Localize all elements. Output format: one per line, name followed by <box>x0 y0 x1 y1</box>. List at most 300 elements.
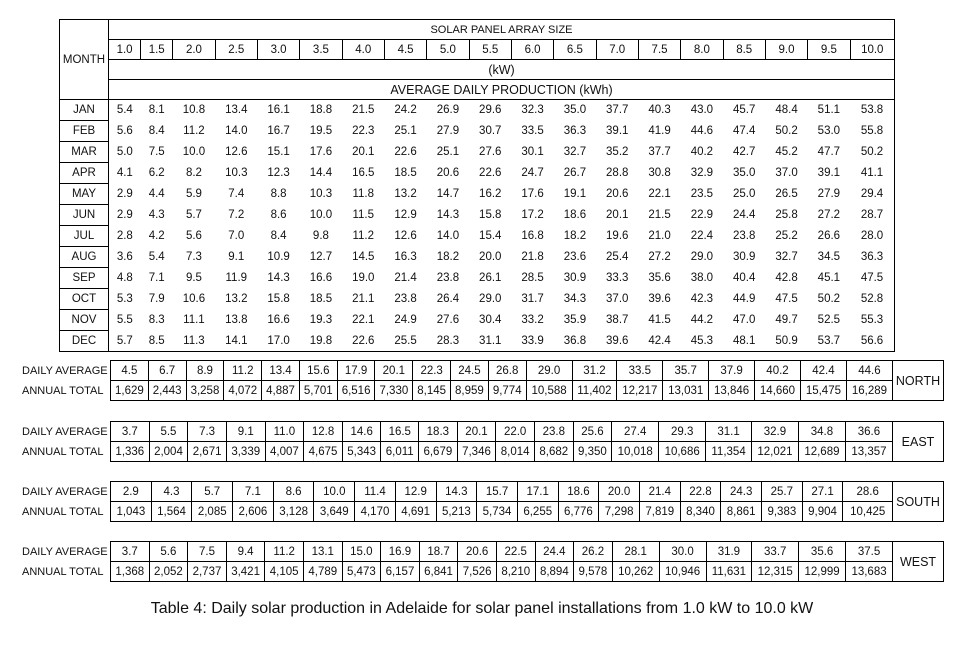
production-value: 32.3 <box>521 104 544 117</box>
production-value: 30.9 <box>563 272 587 284</box>
production-value: 25.5 <box>384 331 426 352</box>
annual-total-value: 11,354 <box>706 442 752 462</box>
production-value: 11.1 <box>183 314 205 326</box>
direction-label: NORTH <box>893 361 944 401</box>
production-value: 50.2 <box>850 142 894 163</box>
annual-total-value: 5,343 <box>342 442 381 462</box>
annual-total-value: 3,421 <box>226 562 265 582</box>
size-header: 3.5 <box>300 40 342 60</box>
daily-average-value: 34.8 <box>798 422 845 442</box>
production-value: 34.5 <box>817 251 841 263</box>
production-value: 4.3 <box>148 209 165 221</box>
production-value: 19.6 <box>606 230 629 242</box>
daily-average-value: 16.9 <box>381 542 420 562</box>
month-label: MAR <box>60 142 109 163</box>
production-value: 55.3 <box>850 310 894 331</box>
annual-total-value: 2,737 <box>188 562 227 582</box>
table-row <box>60 163 895 184</box>
production-value: 13.2 <box>225 293 248 305</box>
production-value: 5.5 <box>116 314 133 326</box>
annual-total-value: 3,128 <box>273 502 314 522</box>
daily-average-value: 31.9 <box>706 542 752 562</box>
daily-average-value: 35.7 <box>663 361 709 381</box>
production-value: 32.7 <box>775 251 798 263</box>
annual-total-value: 7,819 <box>639 502 680 522</box>
production-value: 8.5 <box>141 331 173 352</box>
annual-total-value: 7,330 <box>375 381 413 401</box>
production-value: 43.0 <box>690 104 714 117</box>
annual-total-value: 9,578 <box>574 562 613 582</box>
production-value: 22.1 <box>648 188 671 200</box>
annual-total-value: 8,340 <box>680 502 721 522</box>
table-row <box>60 289 895 310</box>
annual-total-label: ANNUAL TOTAL <box>22 384 104 397</box>
annual-total-value: 1,336 <box>111 442 150 462</box>
daily-average-value: 3.7 <box>111 422 150 442</box>
daily-average-value: 20.1 <box>375 361 413 381</box>
daily-average-label: DAILY AVERAGE <box>22 545 108 558</box>
production-value: 47.7 <box>817 146 841 158</box>
annual-total-row <box>18 381 944 401</box>
production-value: 22.6 <box>394 146 417 158</box>
production-value: 29.0 <box>479 293 502 305</box>
annual-total-value: 4,105 <box>265 562 304 582</box>
orientation-table-north <box>18 360 944 401</box>
production-value: 41.9 <box>648 125 671 137</box>
production-value: 40.3 <box>648 104 671 117</box>
production-value: 32.9 <box>690 167 714 179</box>
annual-total-value: 5,213 <box>436 502 477 522</box>
table-row <box>60 100 895 121</box>
production-value: 48.4 <box>775 104 798 117</box>
daily-average-value: 7.3 <box>188 422 227 442</box>
table-row <box>60 121 895 142</box>
production-value: 16.3 <box>394 251 417 263</box>
production-value: 55.8 <box>850 121 894 142</box>
production-value: 7.1 <box>148 272 165 284</box>
daily-average-value: 11.0 <box>265 422 304 442</box>
production-value: 7.2 <box>228 209 245 221</box>
month-column-header: MONTH <box>60 20 109 100</box>
production-value: 17.6 <box>521 188 544 200</box>
production-value: 22.1 <box>352 314 375 326</box>
production-value: 24.2 <box>394 104 417 117</box>
annual-total-row <box>18 502 944 522</box>
annual-total-value: 7,298 <box>599 502 640 522</box>
annual-total-value: 9,383 <box>762 502 803 522</box>
header-row-title <box>60 20 895 40</box>
daily-average-value: 20.1 <box>457 422 496 442</box>
production-value: 22.6 <box>479 167 502 179</box>
daily-average-value: 13.4 <box>262 361 300 381</box>
production-value: 17.2 <box>521 209 544 221</box>
size-header: 6.5 <box>554 40 596 60</box>
annual-total-value: 13,846 <box>709 381 755 401</box>
production-value: 14.1 <box>215 331 257 352</box>
production-value: 16.6 <box>267 314 290 326</box>
production-value: 47.5 <box>775 293 798 305</box>
production-value: 5.7 <box>185 209 202 221</box>
annual-total-row <box>18 562 944 582</box>
production-value: 30.4 <box>479 314 502 326</box>
production-value: 2.8 <box>116 230 133 242</box>
production-value: 25.1 <box>394 125 417 137</box>
production-value: 8.3 <box>148 314 165 326</box>
table-caption: Table 4: Daily solar production in Adelaide for solar panel installations from 1.0 kW to 10.0 kW <box>150 600 814 617</box>
production-value: 31.7 <box>521 293 544 305</box>
production-value: 15.8 <box>267 293 290 305</box>
production-value: 9.5 <box>185 272 202 284</box>
production-value: 28.5 <box>521 272 544 284</box>
daily-average-value: 9.1 <box>226 422 265 442</box>
daily-average-value: 22.5 <box>496 542 535 562</box>
annual-total-value: 12,689 <box>798 442 845 462</box>
daily-average-value: 24.4 <box>535 542 574 562</box>
daily-average-value: 4.5 <box>111 361 149 381</box>
production-value: 9.1 <box>228 251 245 263</box>
production-value: 28.8 <box>606 167 629 179</box>
daily-average-value: 7.5 <box>188 542 227 562</box>
header-row-sizes <box>60 40 895 60</box>
daily-average-value: 12.8 <box>304 422 343 442</box>
production-value: 20.6 <box>436 167 460 179</box>
production-value: 10.3 <box>309 188 333 200</box>
production-value: 3.6 <box>116 251 133 263</box>
production-value: 19.0 <box>352 272 375 284</box>
production-value: 18.8 <box>309 104 333 117</box>
production-value: 42.3 <box>690 293 714 305</box>
production-value: 8.2 <box>185 167 202 179</box>
daily-average-value: 22.8 <box>680 482 721 502</box>
daily-average-value: 31.1 <box>706 422 752 442</box>
production-value: 26.1 <box>479 272 502 284</box>
production-value: 15.8 <box>479 209 502 221</box>
production-value: 4.4 <box>148 188 165 200</box>
production-value: 9.8 <box>312 230 329 242</box>
production-value: 12.9 <box>394 209 417 221</box>
production-value: 47.0 <box>733 314 756 326</box>
production-value: 29.4 <box>850 184 894 205</box>
production-value: 22.3 <box>352 125 375 137</box>
production-value: 25.2 <box>775 230 798 242</box>
daily-average-value: 25.6 <box>573 422 612 442</box>
size-header: 3.0 <box>257 40 299 60</box>
production-value: 34.3 <box>563 293 587 305</box>
production-value: 36.8 <box>554 331 596 352</box>
annual-total-label: ANNUAL TOTAL <box>22 505 104 518</box>
production-value: 39.1 <box>606 125 629 137</box>
table-row <box>60 142 895 163</box>
size-header: 5.0 <box>427 40 469 60</box>
production-value: 18.2 <box>563 230 587 242</box>
production-value: 7.4 <box>228 188 245 200</box>
production-value: 52.5 <box>817 314 841 326</box>
daily-average-value: 33.7 <box>752 542 799 562</box>
daily-average-value: 15.7 <box>477 482 518 502</box>
annual-total-value: 13,031 <box>663 381 709 401</box>
orientation-table-east <box>18 421 944 462</box>
month-label: FEB <box>60 121 109 142</box>
annual-total-value: 5,734 <box>477 502 518 522</box>
production-value: 8.1 <box>148 104 165 117</box>
annual-total-value: 8,682 <box>534 442 573 462</box>
annual-total-value: 6,841 <box>419 562 458 582</box>
production-value: 30.1 <box>521 146 544 158</box>
annual-total-value: 10,425 <box>843 502 893 522</box>
production-value: 7.3 <box>185 251 202 263</box>
daily-average-row <box>18 422 944 442</box>
production-value: 8.8 <box>270 188 287 200</box>
production-value: 21.8 <box>521 251 544 263</box>
production-value: 27.6 <box>436 314 460 326</box>
annual-total-value: 12,021 <box>751 442 798 462</box>
production-value: 27.9 <box>436 125 460 137</box>
production-value: 2.9 <box>116 209 133 221</box>
production-value: 5.6 <box>185 230 202 242</box>
annual-total-value: 1,368 <box>111 562 150 582</box>
production-value: 53.7 <box>808 331 850 352</box>
production-value: 33.2 <box>521 314 544 326</box>
production-value: 6.2 <box>148 167 165 179</box>
production-value: 19.1 <box>563 188 587 200</box>
production-value: 23.5 <box>690 188 714 200</box>
production-value: 23.8 <box>733 230 756 242</box>
production-value: 8.4 <box>270 230 287 242</box>
production-value: 25.0 <box>733 188 756 200</box>
production-value: 22.9 <box>690 209 714 221</box>
production-value: 13.4 <box>225 104 248 117</box>
annual-total-value: 2,052 <box>149 562 188 582</box>
production-value: 15.1 <box>267 146 290 158</box>
size-header: 7.0 <box>596 40 638 60</box>
production-value: 20.6 <box>606 188 629 200</box>
production-value: 30.8 <box>648 167 671 179</box>
array-size-header: SOLAR PANEL ARRAY SIZE <box>109 20 895 40</box>
annual-total-value: 4,072 <box>224 381 262 401</box>
annual-total-value: 6,776 <box>558 502 599 522</box>
daily-average-value: 14.3 <box>436 482 477 502</box>
production-value: 48.1 <box>723 331 765 352</box>
daily-average-value: 24.5 <box>451 361 489 381</box>
annual-total-value: 6,679 <box>419 442 458 462</box>
production-value: 15.4 <box>479 230 502 242</box>
daily-average-value: 11.2 <box>265 542 304 562</box>
production-value: 7.5 <box>148 146 165 158</box>
annual-total-value: 2,085 <box>192 502 233 522</box>
month-label: APR <box>60 163 109 184</box>
production-value: 45.2 <box>775 146 798 158</box>
production-value: 24.7 <box>521 167 544 179</box>
annual-total-value: 10,686 <box>659 442 706 462</box>
production-value: 26.6 <box>817 230 841 242</box>
production-value: 40.2 <box>690 146 714 158</box>
production-value: 50.2 <box>817 293 841 305</box>
table-row <box>60 205 895 226</box>
production-value: 39.6 <box>596 331 638 352</box>
daily-average-value: 40.2 <box>755 361 801 381</box>
production-value: 26.4 <box>436 293 460 305</box>
daily-average-value: 22.3 <box>413 361 451 381</box>
direction-label: EAST <box>893 422 944 462</box>
production-value: 16.2 <box>479 188 502 200</box>
production-value: 30.7 <box>479 125 502 137</box>
daily-average-value: 20.6 <box>458 542 497 562</box>
month-label: JUL <box>60 226 109 247</box>
production-value: 20.1 <box>606 209 629 221</box>
size-header: 1.5 <box>141 40 173 60</box>
production-value: 21.0 <box>648 230 671 242</box>
daily-average-value: 8.9 <box>186 361 224 381</box>
size-header: 9.5 <box>808 40 850 60</box>
production-value: 38.7 <box>606 314 629 326</box>
daily-average-value: 2.9 <box>111 482 152 502</box>
daily-average-value: 28.6 <box>843 482 893 502</box>
production-value: 18.2 <box>436 251 460 263</box>
production-value: 25.1 <box>436 146 460 158</box>
production-value: 35.2 <box>606 146 629 158</box>
annual-total-value: 11,402 <box>572 381 617 401</box>
daily-average-value: 11.2 <box>224 361 262 381</box>
production-value: 42.7 <box>733 146 756 158</box>
daily-average-value: 27.4 <box>612 422 659 442</box>
production-value: 53.0 <box>817 125 841 137</box>
production-label: AVERAGE DAILY PRODUCTION (kWh) <box>109 80 895 100</box>
annual-total-value: 5,473 <box>342 562 381 582</box>
production-value: 35.0 <box>563 104 587 117</box>
daily-average-value: 18.7 <box>419 542 458 562</box>
production-value: 26.5 <box>775 188 798 200</box>
annual-total-value: 7,346 <box>457 442 496 462</box>
annual-total-value: 10,588 <box>526 381 572 401</box>
daily-average-value: 12.9 <box>395 482 436 502</box>
daily-average-value: 5.5 <box>149 422 188 442</box>
production-value: 35.9 <box>563 314 587 326</box>
production-value: 24.4 <box>733 209 756 221</box>
annual-total-value: 8,145 <box>413 381 451 401</box>
daily-average-value: 24.3 <box>721 482 762 502</box>
production-value: 14.0 <box>436 230 460 242</box>
annual-total-value: 3,258 <box>186 381 224 401</box>
production-value: 14.5 <box>352 251 375 263</box>
production-value: 45.3 <box>681 331 723 352</box>
production-value: 14.3 <box>267 272 290 284</box>
daily-average-value: 21.4 <box>639 482 680 502</box>
annual-total-value: 4,170 <box>355 502 396 522</box>
production-value: 36.3 <box>563 125 587 137</box>
size-header: 4.5 <box>384 40 426 60</box>
production-value: 28.3 <box>427 331 469 352</box>
production-value: 14.0 <box>225 125 248 137</box>
month-label: SEP <box>60 268 109 289</box>
monthly-production-table <box>59 19 895 352</box>
daily-average-row <box>18 361 944 381</box>
production-value: 11.5 <box>352 209 375 221</box>
production-value: 20.1 <box>352 146 375 158</box>
production-value: 26.9 <box>436 104 460 117</box>
daily-average-value: 37.5 <box>846 542 893 562</box>
production-value: 44.2 <box>690 314 714 326</box>
orientation-table-west <box>18 541 944 582</box>
production-value: 21.5 <box>352 104 375 117</box>
annual-total-value: 3,649 <box>314 502 355 522</box>
daily-average-row <box>18 542 944 562</box>
production-value: 45.7 <box>733 104 756 117</box>
production-value: 44.9 <box>733 293 756 305</box>
size-header: 6.0 <box>511 40 553 60</box>
size-header: 2.0 <box>173 40 215 60</box>
annual-total-value: 2,671 <box>188 442 227 462</box>
production-value: 27.9 <box>817 188 841 200</box>
daily-average-value: 10.0 <box>314 482 355 502</box>
daily-average-value: 26.8 <box>488 361 526 381</box>
daily-average-value: 11.4 <box>355 482 396 502</box>
production-value: 19.5 <box>309 125 333 137</box>
daily-average-value: 28.1 <box>612 542 659 562</box>
month-label: NOV <box>60 310 109 331</box>
production-value: 18.5 <box>309 293 333 305</box>
annual-total-value: 9,904 <box>802 502 843 522</box>
production-value: 20.0 <box>479 251 502 263</box>
daily-average-value: 5.6 <box>149 542 188 562</box>
annual-total-value: 8,014 <box>496 442 535 462</box>
production-value: 42.4 <box>638 331 680 352</box>
production-value: 29.6 <box>479 104 502 117</box>
daily-average-value: 17.9 <box>337 361 375 381</box>
table-row <box>60 331 895 352</box>
annual-total-value: 14,660 <box>755 381 801 401</box>
production-value: 25.4 <box>606 251 629 263</box>
production-value: 23.8 <box>436 272 460 284</box>
daily-average-value: 6.7 <box>148 361 186 381</box>
size-header: 4.0 <box>342 40 384 60</box>
production-value: 5.4 <box>148 251 165 263</box>
production-value: 11.3 <box>173 331 215 352</box>
production-value: 44.6 <box>690 125 714 137</box>
table-row <box>60 310 895 331</box>
daily-average-value: 3.7 <box>111 542 150 562</box>
production-value: 5.7 <box>109 331 141 352</box>
direction-label: SOUTH <box>893 482 944 522</box>
table-row <box>60 226 895 247</box>
production-value: 18.5 <box>394 167 417 179</box>
annual-total-value: 2,606 <box>233 502 274 522</box>
production-value: 53.8 <box>850 100 894 121</box>
production-value: 33.3 <box>606 272 629 284</box>
production-value: 5.9 <box>185 188 202 200</box>
daily-average-value: 5.7 <box>192 482 233 502</box>
annual-total-value: 6,255 <box>517 502 558 522</box>
production-value: 41.1 <box>850 163 894 184</box>
daily-average-value: 27.1 <box>802 482 843 502</box>
annual-total-value: 6,516 <box>337 381 375 401</box>
production-value: 47.4 <box>733 125 756 137</box>
annual-total-value: 2,004 <box>149 442 188 462</box>
production-value: 8.4 <box>148 125 165 137</box>
production-value: 37.0 <box>775 167 798 179</box>
production-value: 35.0 <box>733 167 756 179</box>
production-value: 16.8 <box>521 230 544 242</box>
daily-average-value: 30.0 <box>659 542 706 562</box>
production-value: 14.3 <box>436 209 460 221</box>
production-value: 37.0 <box>606 293 629 305</box>
size-header: 1.0 <box>109 40 141 60</box>
daily-average-value: 8.6 <box>273 482 314 502</box>
production-value: 19.8 <box>300 331 342 352</box>
production-value: 14.7 <box>436 188 460 200</box>
production-value: 21.4 <box>394 272 417 284</box>
production-value: 4.2 <box>148 230 165 242</box>
daily-average-value: 20.0 <box>599 482 640 502</box>
